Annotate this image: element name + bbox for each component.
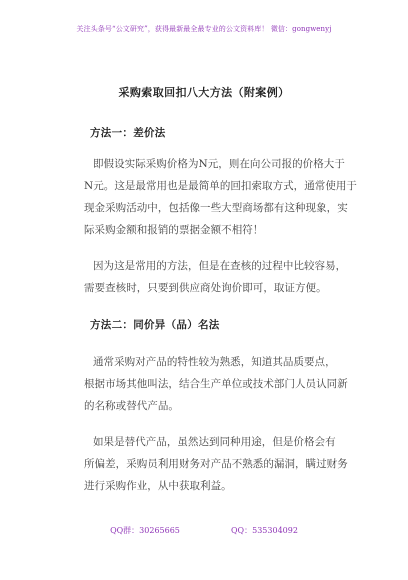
section-2-paragraph-2-line-3: 进行采购作业，从中获取利益。 xyxy=(84,480,232,492)
section-1-paragraph-1-line-4: 际采购金额和报销的票据金额不相符！ xyxy=(84,224,264,236)
section-2-paragraph-1-line-3: 的名称或替代产品。 xyxy=(84,400,179,412)
section-heading-method-2: 方法二：同价异（品）名法 xyxy=(90,319,220,331)
section-1-paragraph-2-line-1: 因为这是常用的方法，但是在查核的过程中比较容易， xyxy=(93,260,347,272)
section-1-paragraph-1-line-1: 即假设实际采购价格为N元，则在向公司报的价格大于 xyxy=(93,158,345,170)
qq-number-text: QQ：535304092 xyxy=(231,526,298,535)
section-2-paragraph-2-line-2: 所偏差，采购员利用财务对产品不熟悉的漏洞，瞒过财务 xyxy=(84,458,348,470)
document-title: 采购索取回扣八大方法（附案例） xyxy=(118,86,290,99)
section-2-paragraph-1-line-1: 通常采购对产品的特性较为熟悉，知道其品质要点， xyxy=(93,356,336,368)
section-1-paragraph-1-line-3: 现金采购活动中，包括像一些大型商场都有这种现象，实 xyxy=(84,202,348,214)
promo-banner: 关注头条号“公文研究”，获得最新最全最专业的公文资料库！ 微信：gongwenyj xyxy=(76,25,332,33)
section-1-paragraph-2-line-2: 需要查核时，只要到供应商处询价即可，取证方便。 xyxy=(84,282,327,294)
section-2-paragraph-1-line-2: 根据市场其他叫法，结合生产单位或技术部门人员认同新 xyxy=(84,378,348,390)
qq-group-text: QQ群：30265665 xyxy=(110,526,180,535)
section-1-paragraph-1-line-2: N元。这是最常用也是最简单的回扣索取方式，通常使用于 xyxy=(84,180,357,192)
section-2-paragraph-2-line-1: 如果是替代产品，虽然达到同种用途，但是价格会有 xyxy=(93,436,336,448)
contact-footer xyxy=(0,525,408,537)
section-heading-method-1: 方法一：差价法 xyxy=(90,127,166,139)
